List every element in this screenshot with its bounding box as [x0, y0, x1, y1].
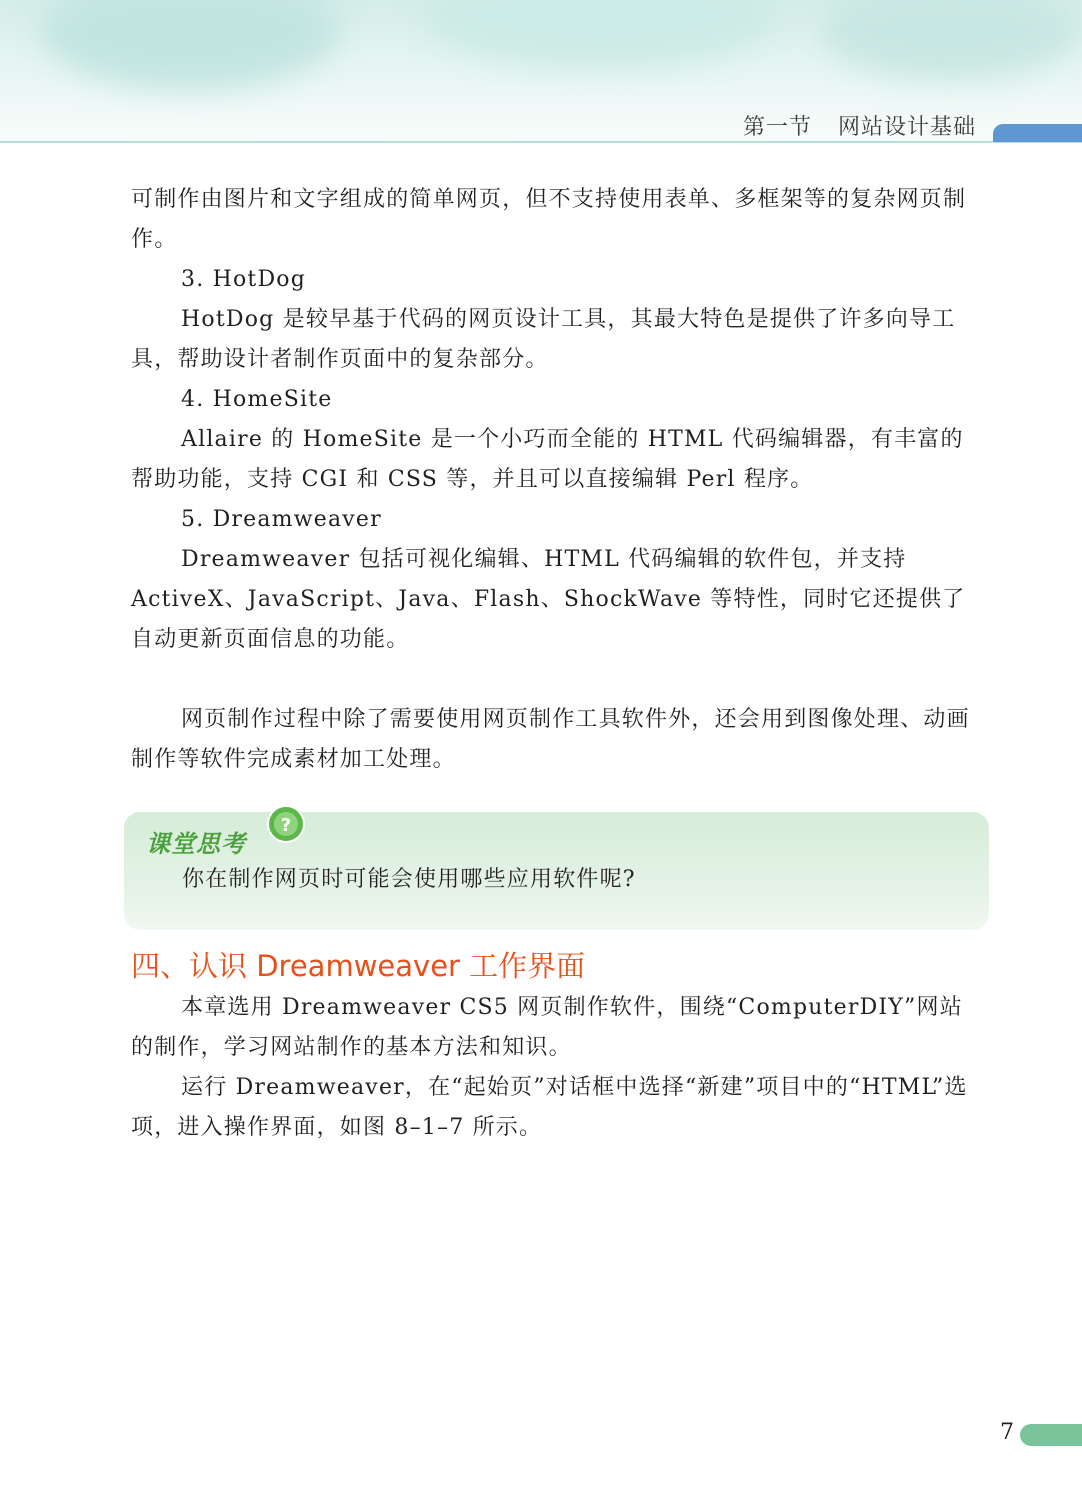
running-head-section: 第一节 — [742, 115, 812, 140]
section-paragraph-2: 运行 Dreamweaver，在“起始页”对话框中选择“新建”项目中的“HTML”选项，进入操作界面，如图 8–1–7 所示。 — [131, 1075, 968, 1140]
running-head-title: 网站设计基础 — [837, 115, 976, 140]
running-head — [743, 110, 976, 141]
item-4-text: Allaire 的 HomeSite 是一个小巧而全能的 HTML 代码编辑器，有丰富的帮助功能，支持 CGI 和 CSS 等，并且可以直接编辑 Perl 程序。 — [131, 427, 964, 492]
item-5-title: 5. Dreamweaver — [181, 507, 382, 532]
header-divider — [0, 141, 1082, 143]
item-3-title: 3. HotDog — [181, 267, 307, 292]
main-content — [131, 180, 981, 780]
think-box-label: 课堂思考 — [146, 830, 246, 858]
item-3-text: HotDog 是较早基于代码的网页设计工具，其最大特色是提供了许多向导工具，帮助设计者制作页面中的复杂部分。 — [131, 307, 956, 372]
think-box-question: 你在制作网页时可能会使用哪些应用软件呢? — [182, 867, 636, 892]
section-heading: 四、认识 Dreamweaver 工作界面 — [131, 949, 586, 983]
paragraph-continued: 可制作由图片和文字组成的简单网页，但不支持使用表单、多框架等的复杂网页制作。 — [131, 187, 967, 252]
item-5-text: Dreamweaver 包括可视化编辑、HTML 代码编辑的软件包，并支持 ActiveX、JavaScript、Java、Flash、ShockWave 等特性，同时它还提供了自动更新页面信息的功能。 — [131, 547, 966, 652]
paragraph-tools: 网页制作过程中除了需要使用网页制作工具软件外，还会用到图像处理、动画制作等软件完成素材加工处理。 — [131, 707, 970, 772]
svg-text:?: ? — [280, 815, 292, 836]
section-content — [131, 988, 981, 1148]
page-number: 7 — [1000, 1420, 1014, 1445]
page-tab-decoration — [1020, 1424, 1082, 1446]
header-tab-decoration — [993, 124, 1082, 142]
section-paragraph-1: 本章选用 Dreamweaver CS5 网页制作软件，围绕“ComputerDIY”网站的制作，学习网站制作的基本方法和知识。 — [131, 995, 963, 1060]
question-bubble-icon — [266, 804, 306, 844]
think-box — [124, 812, 989, 930]
item-4-title: 4. HomeSite — [181, 387, 333, 412]
